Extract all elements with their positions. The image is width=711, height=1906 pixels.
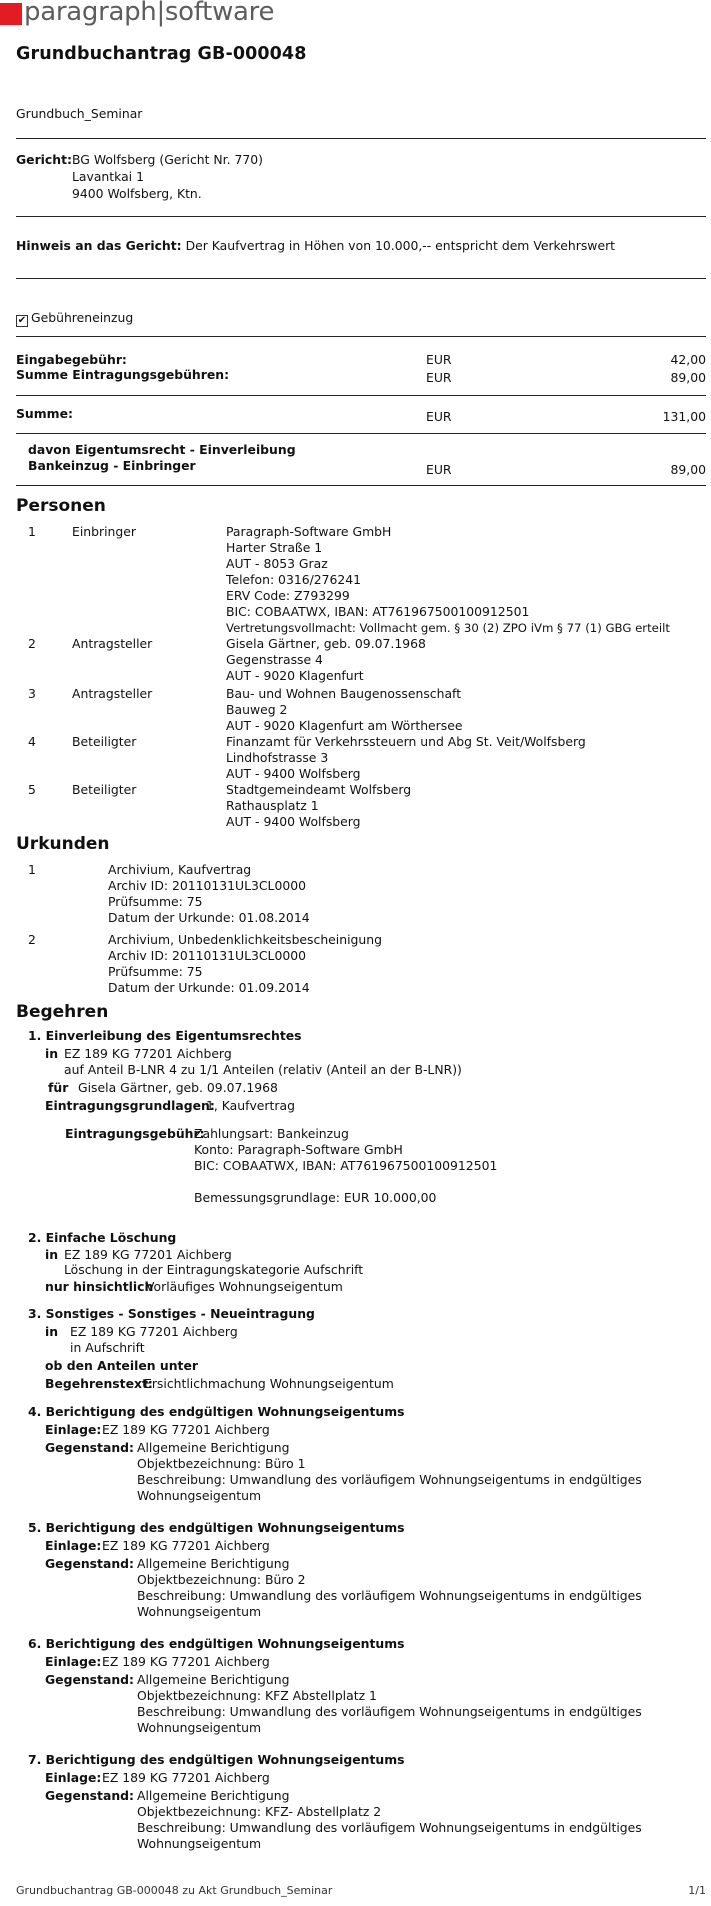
- urkunde-line: Datum der Urkunde: 01.09.2014: [108, 980, 310, 995]
- begehrenstext-label: Begehrenstext:: [45, 1376, 153, 1391]
- urkunde-line: Datum der Urkunde: 01.08.2014: [108, 910, 310, 925]
- person-line: Gegenstrasse 4: [226, 652, 323, 667]
- sum-amount: 131,00: [662, 409, 706, 424]
- gebuehreneinzug-checkbox[interactable]: ✔: [17, 315, 27, 326]
- einlage-label: Einlage:: [45, 1770, 102, 1785]
- detail-currency: EUR: [426, 462, 452, 477]
- person-line: AUT - 9400 Wolfsberg: [226, 766, 361, 781]
- objektbezeichnung: Objektbezeichnung: KFZ Abstellplatz 1: [137, 1688, 377, 1703]
- gegenstand-text: Allgemeine Berichtigung: [137, 1440, 290, 1455]
- person-nr: 3: [28, 686, 36, 701]
- einlage-text: EZ 189 KG 77201 Aichberg: [102, 1654, 270, 1669]
- objektbezeichnung: Objektbezeichnung: Büro 1: [137, 1456, 306, 1471]
- begehren-in-label: in: [45, 1324, 59, 1339]
- person-role: Einbringer: [72, 524, 136, 539]
- begehren-title: 4. Berichtigung des endgültigen Wohnungseigentums: [28, 1404, 405, 1419]
- fee-currency: EUR: [426, 352, 452, 367]
- person-nr: 4: [28, 734, 36, 749]
- gegenstand-label: Gegenstand:: [45, 1556, 134, 1571]
- begehren-title: 2. Einfache Löschung: [28, 1230, 177, 1245]
- fee-label: Summe Eintragungsgebühren:: [16, 367, 230, 382]
- begehren-title: 3. Sonstiges - Sonstiges - Neueintragung: [28, 1306, 315, 1321]
- person-line: Gisela Gärtner, geb. 09.07.1968: [226, 636, 426, 651]
- hinweis-text: Der Kaufvertrag in Höhen von 10.000,-- entspricht dem Verkehrswert: [185, 238, 616, 253]
- person-nr: 5: [28, 782, 36, 797]
- person-line: BIC: COBAATWX, IBAN: AT761967500100912501: [226, 604, 530, 619]
- gericht-label: Gericht:: [16, 152, 72, 167]
- brand-name: paragraph|software: [24, 0, 275, 27]
- einlage-label: Einlage:: [45, 1422, 102, 1437]
- gebuehr-line: BIC: COBAATWX, IBAN: AT761967500100912501: [194, 1158, 498, 1173]
- beschreibung: Beschreibung: Umwandlung des vorläufigem Wohnungseigentums in endgültiges: [137, 1704, 642, 1719]
- urkunde-line: Prüfsumme: 75: [108, 894, 203, 909]
- begehren-fuer-text: Gisela Gärtner, geb. 09.07.1968: [78, 1080, 278, 1095]
- person-line: Bau- und Wohnen Baugenossenschaft: [226, 686, 462, 701]
- hinweis-label: Hinweis an das Gericht:: [16, 238, 182, 253]
- section-urkunden: Urkunden: [16, 834, 110, 854]
- divider: [16, 395, 706, 396]
- gericht-line: BG Wolfsberg (Gericht Nr. 770): [72, 152, 264, 167]
- objektbezeichnung: Objektbezeichnung: KFZ- Abstellplatz 2: [137, 1804, 382, 1819]
- person-line: Telefon: 0316/276241: [226, 572, 362, 587]
- person-line: AUT - 8053 Graz: [226, 556, 328, 571]
- page-title: Grundbuchantrag GB-000048: [16, 44, 307, 64]
- akt-name: Grundbuch_Seminar: [16, 106, 143, 121]
- gebuehr-label: Eintragungsgebühr:: [65, 1126, 205, 1141]
- begehren-title: 7. Berichtigung des endgültigen Wohnungseigentums: [28, 1752, 405, 1767]
- urkunde-line: Archiv ID: 20110131UL3CL0000: [108, 878, 306, 893]
- person-line: ERV Code: Z793299: [226, 588, 350, 603]
- objektbezeichnung: Objektbezeichnung: Büro 2: [137, 1572, 306, 1587]
- person-line: Paragraph-Software GmbH: [226, 524, 392, 539]
- person-nr: 1: [28, 524, 36, 539]
- nur-label: nur hinsichtlich: [45, 1279, 154, 1294]
- person-line: Finanzamt für Verkehrssteuern und Abg St. Veit/Wolfsberg: [226, 734, 586, 749]
- nur-text: Vorläufiges Wohnungseigentum: [146, 1279, 343, 1294]
- gericht-line: Lavantkai 1: [72, 169, 144, 184]
- gegenstand-text: Allgemeine Berichtigung: [137, 1788, 290, 1803]
- urkunde-line: Prüfsumme: 75: [108, 964, 203, 979]
- brand-logo-square: [0, 3, 22, 25]
- gebuehreneinzug: [16, 310, 133, 326]
- gegenstand-label: Gegenstand:: [45, 1788, 134, 1803]
- detail-label: Bankeinzug - Einbringer: [28, 458, 196, 473]
- begehren-in-label: in: [45, 1247, 59, 1262]
- person-role: Antragsteller: [72, 686, 153, 701]
- einlage-label: Einlage:: [45, 1538, 102, 1553]
- fee-label: Eingabegebühr:: [16, 352, 127, 367]
- person-line: AUT - 9400 Wolfsberg: [226, 814, 361, 829]
- begehren-in-text: EZ 189 KG 77201 Aichberg: [64, 1046, 232, 1061]
- person-line: Stadtgemeindeamt Wolfsberg: [226, 782, 412, 797]
- urkunde-nr: 1: [28, 862, 36, 877]
- person-line: Bauweg 2: [226, 702, 288, 717]
- bemessung: Bemessungsgrundlage: EUR 10.000,00: [194, 1190, 437, 1205]
- gegenstand-text: Allgemeine Berichtigung: [137, 1672, 290, 1687]
- person-role: Beteiligter: [72, 782, 137, 797]
- person-role: Beteiligter: [72, 734, 137, 749]
- begehren-sub: Löschung in der Eintragungskategorie Aufschrift: [64, 1262, 364, 1277]
- begehren-anteil: auf Anteil B-LNR 4 zu 1/1 Anteilen (relativ (Anteil an der B-LNR)): [64, 1062, 462, 1077]
- sum-currency: EUR: [426, 409, 452, 424]
- begehren-in-label: in: [45, 1046, 59, 1061]
- einlage-text: EZ 189 KG 77201 Aichberg: [102, 1538, 270, 1553]
- begehren-title: 1. Einverleibung des Eigentumsrechtes: [28, 1028, 302, 1043]
- urkunde-line: Archivium, Unbedenklichkeitsbescheinigung: [108, 932, 382, 947]
- einlage-label: Einlage:: [45, 1654, 102, 1669]
- person-line: Vertretungsvollmacht: Vollmacht gem. § 30 (2) ZPO iVm § 77 (1) GBG erteilt: [226, 621, 670, 635]
- gegenstand-label: Gegenstand:: [45, 1672, 134, 1687]
- urkunde-nr: 2: [28, 932, 36, 947]
- fee-currency: EUR: [426, 370, 452, 385]
- einlage-text: EZ 189 KG 77201 Aichberg: [102, 1770, 270, 1785]
- einlage-text: EZ 189 KG 77201 Aichberg: [102, 1422, 270, 1437]
- divider: [16, 336, 706, 337]
- begehren-title: 6. Berichtigung des endgültigen Wohnungseigentums: [28, 1636, 405, 1651]
- begehren-in-text: EZ 189 KG 77201 Aichberg: [64, 1247, 232, 1262]
- divider: [16, 278, 706, 279]
- beschreibung: Wohnungseigentum: [137, 1488, 262, 1503]
- divider: [16, 485, 706, 486]
- sum-label: Summe:: [16, 406, 73, 421]
- detail-amount: 89,00: [670, 462, 706, 477]
- person-line: AUT - 9020 Klagenfurt am Wörthersee: [226, 718, 463, 733]
- beschreibung: Beschreibung: Umwandlung des vorläufigem Wohnungseigentums in endgültiges: [137, 1820, 642, 1835]
- person-line: Harter Straße 1: [226, 540, 323, 555]
- section-begehren: Begehren: [16, 1002, 109, 1022]
- anteile-label: ob den Anteilen unter: [45, 1358, 198, 1373]
- hinweis: [16, 238, 615, 254]
- begehrenstext: Ersichtlichmachung Wohnungseigentum: [144, 1376, 394, 1391]
- person-role: Antragsteller: [72, 636, 153, 651]
- beschreibung: Beschreibung: Umwandlung des vorläufigem Wohnungseigentums in endgültiges: [137, 1472, 642, 1487]
- person-line: AUT - 9020 Klagenfurt: [226, 668, 364, 683]
- divider: [16, 433, 706, 434]
- section-personen: Personen: [16, 496, 106, 516]
- gebuehr-line: Konto: Paragraph-Software GmbH: [194, 1142, 403, 1157]
- detail-label: davon Eigentumsrecht - Einverleibung: [28, 442, 296, 457]
- urkunde-line: Archiv ID: 20110131UL3CL0000: [108, 948, 306, 963]
- begehren-title: 5. Berichtigung des endgültigen Wohnungseigentums: [28, 1520, 405, 1535]
- begehren-in-text: EZ 189 KG 77201 Aichberg: [70, 1324, 238, 1339]
- beschreibung: Wohnungseigentum: [137, 1836, 262, 1851]
- fee-amount: 42,00: [670, 352, 706, 367]
- urkunde-line: Archivium, Kaufvertrag: [108, 862, 252, 877]
- divider: [16, 216, 706, 217]
- grundlagen-label: Eintragungsgrundlagen:: [45, 1098, 215, 1113]
- page-number: 1/1: [688, 1884, 706, 1897]
- person-line: Rathausplatz 1: [226, 798, 319, 813]
- gericht-line: 9400 Wolfsberg, Ktn.: [72, 186, 202, 201]
- gegenstand-text: Allgemeine Berichtigung: [137, 1556, 290, 1571]
- person-nr: 2: [28, 636, 36, 651]
- gegenstand-label: Gegenstand:: [45, 1440, 134, 1455]
- fee-amount: 89,00: [670, 370, 706, 385]
- beschreibung: Wohnungseigentum: [137, 1720, 262, 1735]
- footer-text: Grundbuchantrag GB-000048 zu Akt Grundbuch_Seminar: [16, 1884, 333, 1897]
- begehren-fuer-label: für: [48, 1080, 69, 1095]
- gebuehr-line: Zahlungsart: Bankeinzug: [194, 1126, 349, 1141]
- beschreibung: Beschreibung: Umwandlung des vorläufigem Wohnungseigentums in endgültiges: [137, 1588, 642, 1603]
- grundlagen-text: 1, Kaufvertrag: [206, 1098, 295, 1113]
- divider: [16, 138, 706, 139]
- person-line: Lindhofstrasse 3: [226, 750, 329, 765]
- beschreibung: Wohnungseigentum: [137, 1604, 262, 1619]
- gebuehreneinzug-label: Gebühreneinzug: [31, 310, 134, 325]
- begehren-sub: in Aufschrift: [70, 1340, 145, 1355]
